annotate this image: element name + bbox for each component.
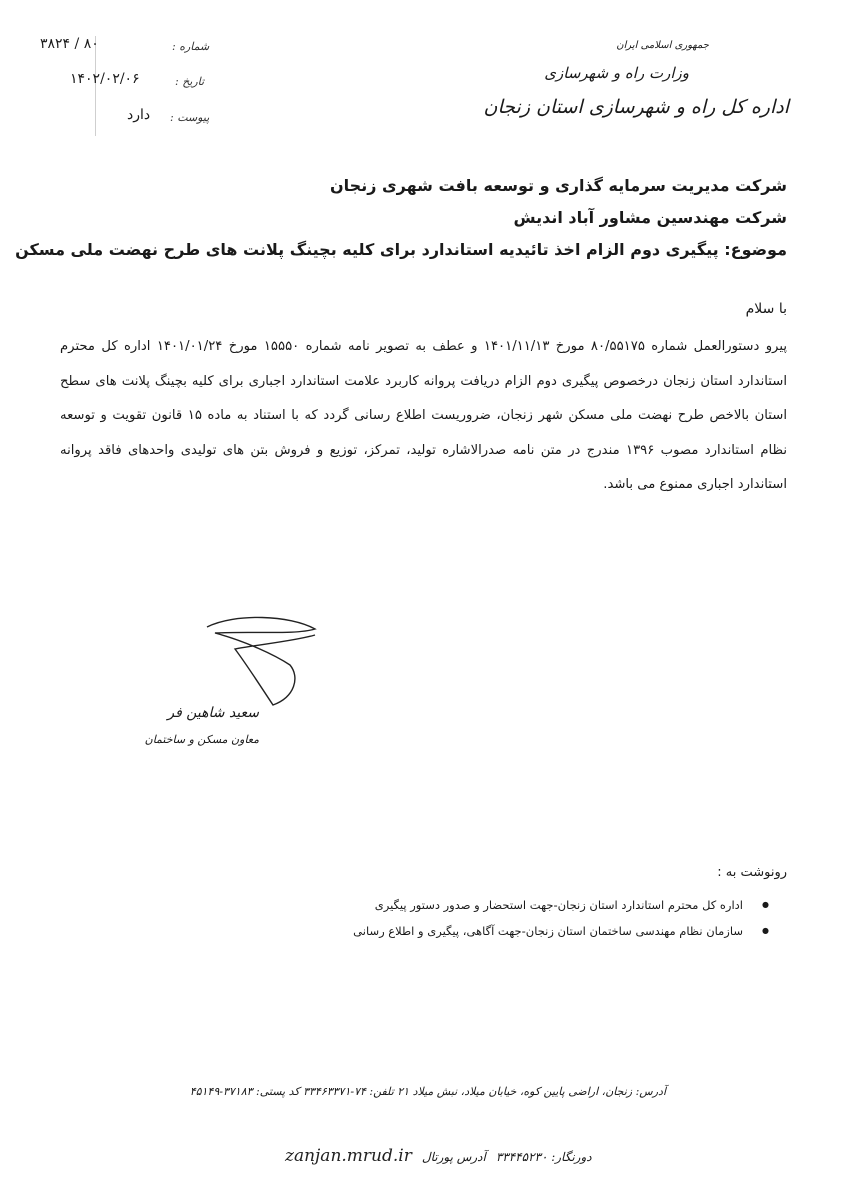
letter-number: ۸۰ / ۳۸۲۴ <box>40 36 99 52</box>
greeting: با سلام <box>745 301 787 317</box>
footer-contact <box>285 1146 592 1166</box>
portal-label: آدرس پورتال <box>421 1150 486 1164</box>
website-link[interactable]: zanjan.mrud.ir <box>285 1146 412 1166</box>
cc-list <box>353 892 769 944</box>
attachment-label: پیوست : <box>170 111 210 124</box>
cc-item: ● اداره کل محترم استاندارد استان زنجان-جهت استحضار و صدور دستور پیگیری <box>353 892 769 918</box>
signature-scribble <box>195 605 325 715</box>
recipient-2: شرکت مهندسین مشاور آباد اندیش <box>513 208 787 227</box>
letterhead-ministry: وزارت راه و شهرسازی <box>544 64 689 82</box>
letter-date-label: تاریخ : <box>175 75 205 88</box>
attachment-value: دارد <box>127 107 151 123</box>
cc-title: رونوشت به : <box>717 865 787 880</box>
cc-item: ● سازمان نظام مهندسی ساختمان استان زنجان-جهت آگاهی، پیگیری و اطلاع رسانی <box>353 918 769 944</box>
letter-number-label: شماره : <box>172 40 210 53</box>
signatory-title: معاون مسکن و ساختمان <box>144 733 259 746</box>
fax-number: دورنگار: ۳۳۴۴۵۲۳۰ <box>495 1150 592 1164</box>
addressee-block <box>15 170 787 266</box>
signatory-name: سعید شاهین فر <box>167 705 259 721</box>
letterhead-office: اداره کل راه و شهرسازی استان زنجان <box>483 96 789 118</box>
footer-address: آدرس: زنجان، اراضی پایین کوه، خیابان میلاد، نبش میلاد ۲۱ تلفن: ۷۴-۳۳۴۶۳۳۷۱ کد پستی: ۳۷۱۸۳-۴۵۱۴۹ <box>189 1085 666 1098</box>
subject-line: موضوع: پیگیری دوم الزام اخذ تائیدیه استاندارد برای کلیه بچینگ پلانت های طرح نهضت ملی مسکن <box>15 240 787 259</box>
recipient-1: شرکت مدیریت سرمایه گذاری و توسعه بافت شهری زنجان <box>330 176 787 195</box>
letterhead-country: جمهوری اسلامی ایران <box>616 40 709 51</box>
letter-body: پیرو دستورالعمل شماره ۸۰/۵۵۱۷۵ مورخ ۱۴۰۱/۱۱/۱۳ و عطف به تصویر نامه شماره ۱۵۵۵۰ مورخ ۱۴۰۱/۰۱/۲۴ اداره کل محترم استاندارد استان زنجان درخصوص پیگیری دوم الزام دریافت پروانه کاربرد علامت استاندارد اجباری برای کلیه بچینگ پلانت های سطح استان بالاخص طرح نهضت ملی مسکن شهر زنجان، ضروریست اطلاع رسانی گردد که با استناد به ماده ۱۵ قانون تقویت و توسعه نظام استاندارد مصوب ۱۳۹۶ مندرج در متن نامه صدرالاشاره تولید، تمرکز، توزیع و فروش بتن های تولیدی واحدهای فاقد پروانه استاندارد اجباری ممنوع می باشد. <box>60 339 787 492</box>
letter-date: ۱۴۰۲/۰۲/۰۶ <box>70 71 140 87</box>
